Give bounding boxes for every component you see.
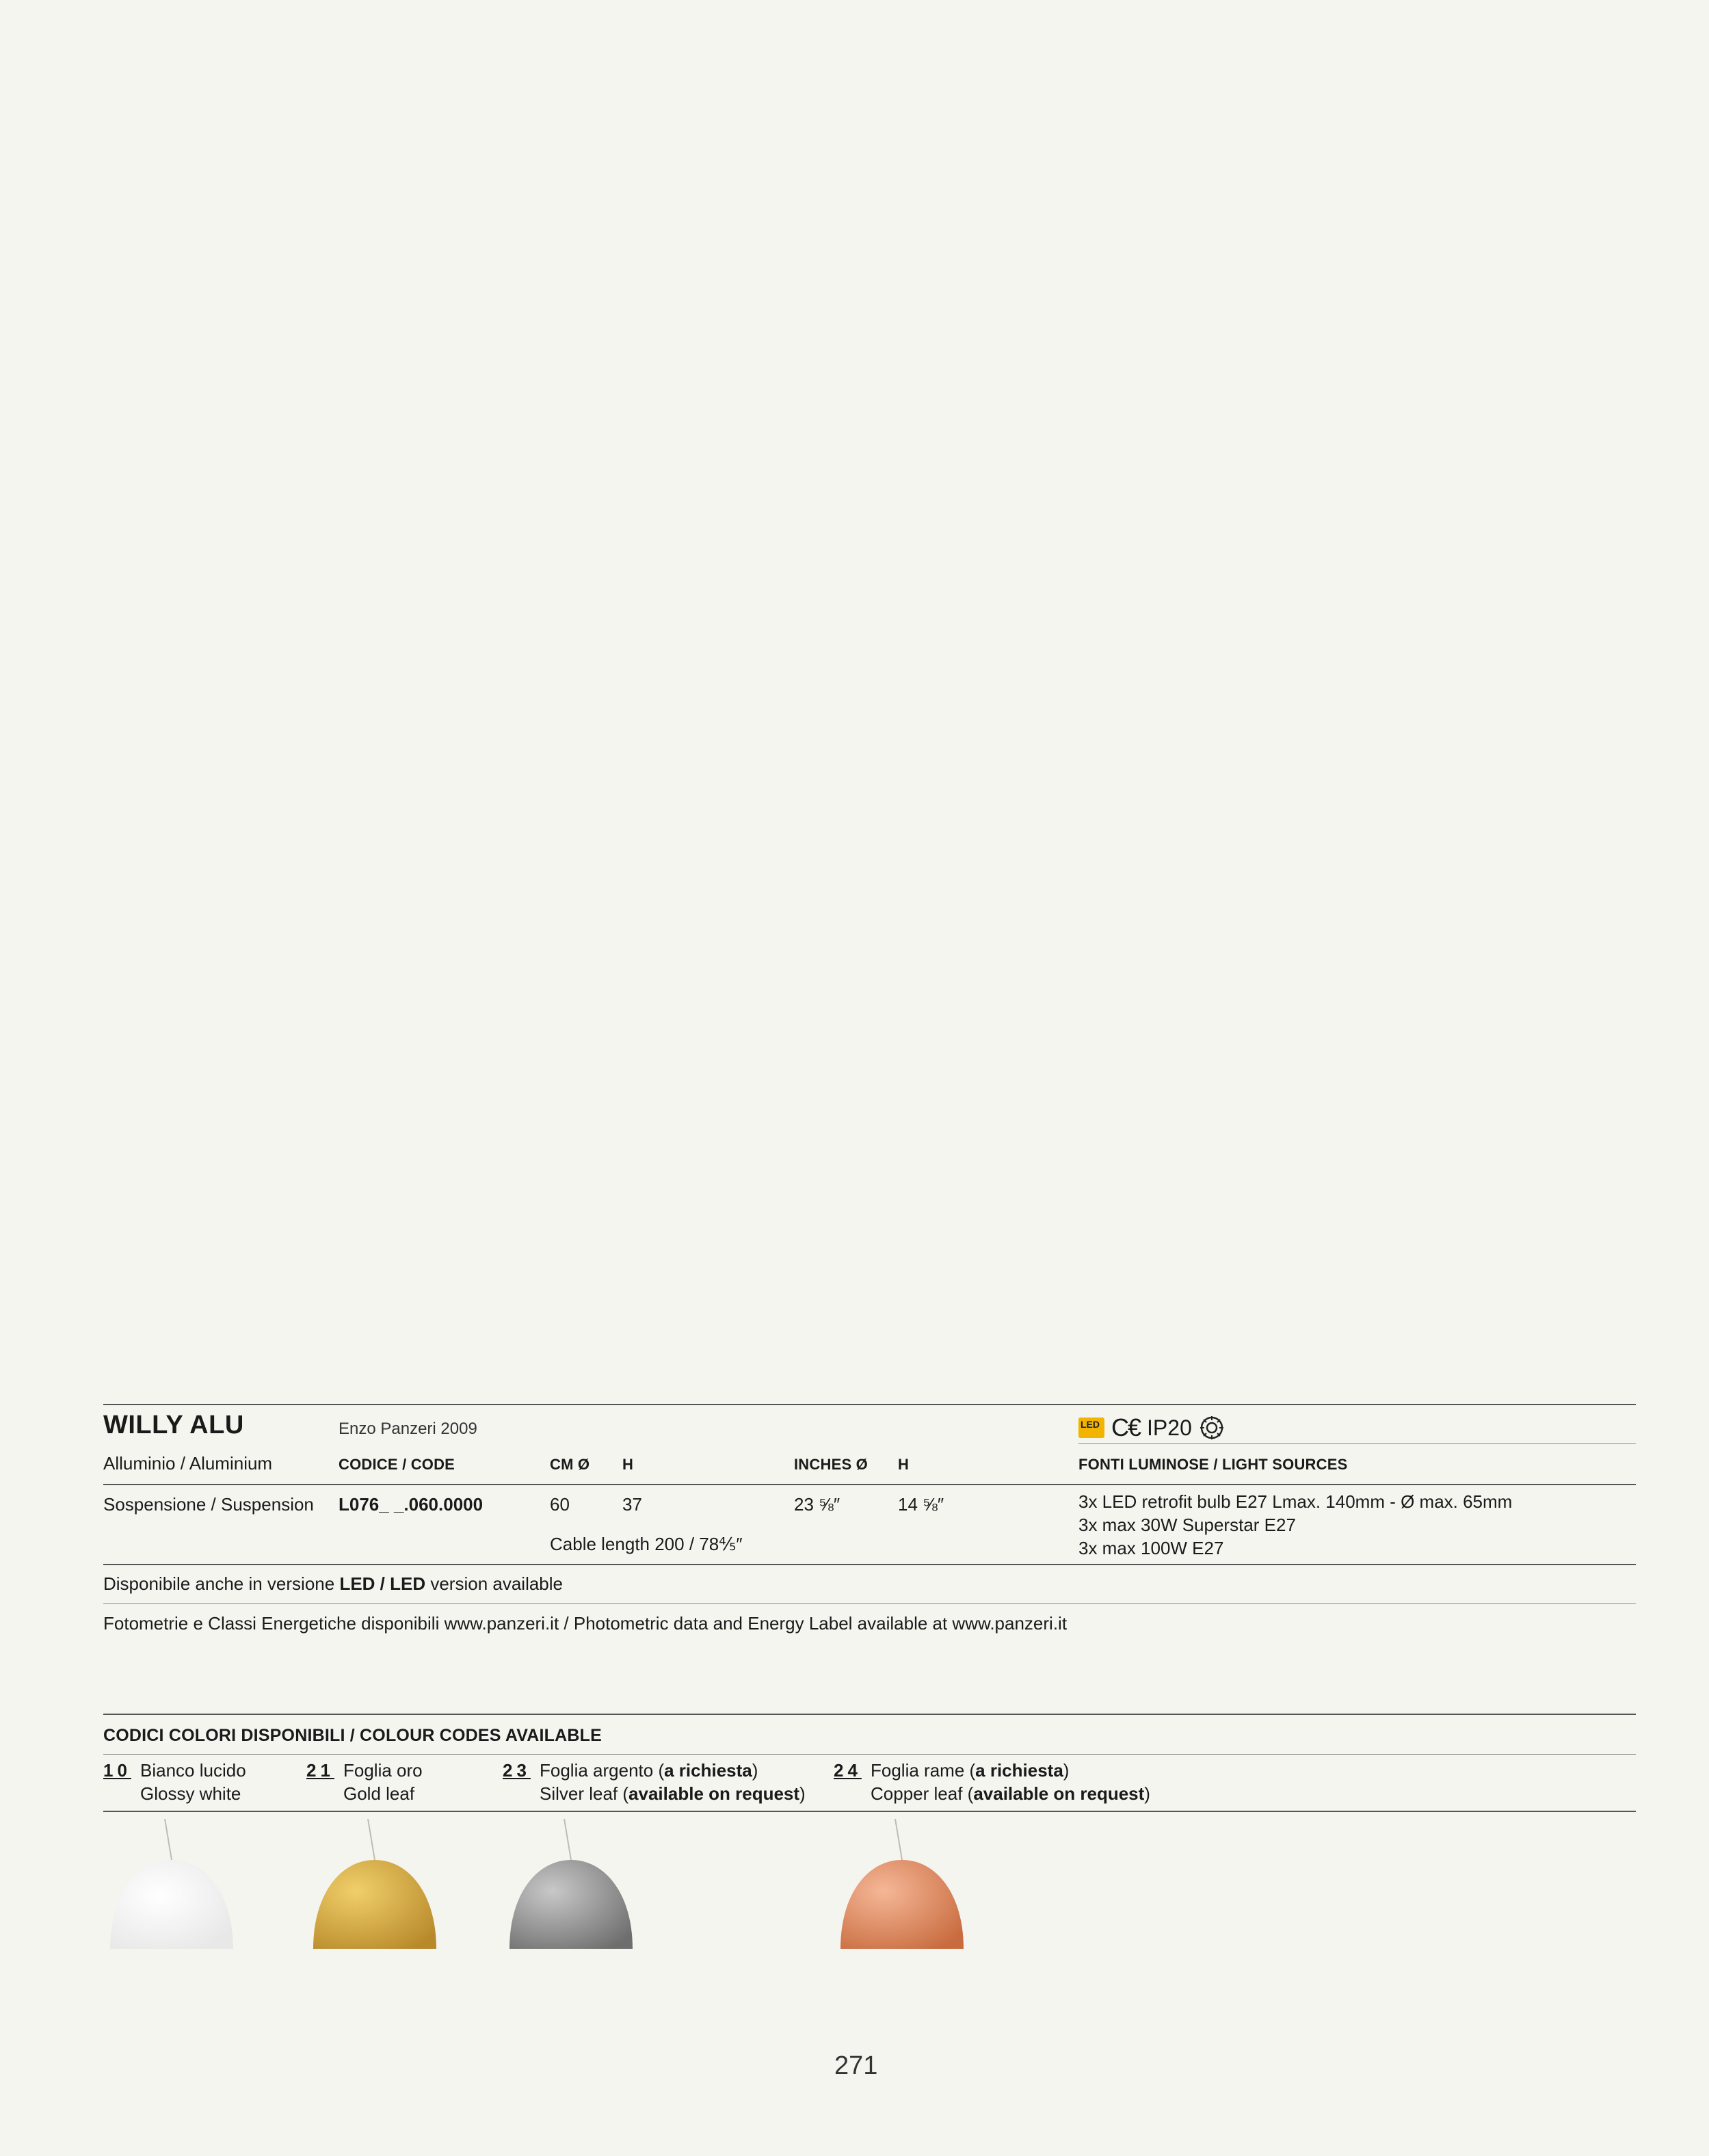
certification-icons <box>1078 1413 1225 1442</box>
product-code: L076_ _.060.0000 <box>339 1494 483 1515</box>
light-source-2: 3x max 30W Superstar E27 <box>1078 1515 1296 1535</box>
led-availability-note: Disponibile anche in versione LED / LED version available <box>103 1573 563 1594</box>
cm-diameter-header: CM Ø <box>550 1456 590 1473</box>
colours-top-rule <box>103 1714 1636 1715</box>
led-icon: LED <box>1078 1418 1104 1438</box>
inches-height-header: H <box>898 1456 910 1473</box>
lamp-silver-leaf <box>503 1819 639 1956</box>
light-sources-header: FONTI LUMINOSE / LIGHT SOURCES <box>1078 1456 1348 1473</box>
colour-code: 10 <box>103 1760 131 1781</box>
sources-divider <box>1078 1443 1636 1444</box>
colour-item-10: 10 Bianco lucido Glossy white <box>103 1760 246 1804</box>
inches-height: 14 ⅝″ <box>898 1494 944 1515</box>
header-rule <box>103 1484 1636 1485</box>
lamp-copper-leaf <box>834 1819 970 1956</box>
photometric-note: Fotometrie e Classi Energetiche disponibili www.panzeri.it / Photometric data and Energy Label available at www.panzeri.it <box>103 1613 1068 1634</box>
product-title: WILLY ALU <box>103 1411 244 1439</box>
product-type: Sospensione / Suspension <box>103 1494 314 1515</box>
ip-rating: IP20 <box>1147 1415 1192 1440</box>
row-rule <box>103 1564 1636 1565</box>
colour-item-23: 23 Foglia argento (a richiesta) Silver leaf (available on request) <box>503 1760 806 1804</box>
cm-height-header: H <box>622 1456 634 1473</box>
note-rule <box>103 1603 1636 1604</box>
light-source-1: 3x LED retrofit bulb E27 Lmax. 140mm - Ø max. 65mm <box>1078 1491 1513 1512</box>
designer-credit: Enzo Panzeri 2009 <box>339 1420 477 1438</box>
colours-bottom-rule <box>103 1811 1636 1812</box>
cm-height: 37 <box>622 1494 642 1515</box>
colour-code: 21 <box>306 1760 334 1781</box>
colours-header-rule <box>103 1754 1636 1755</box>
colour-item-24: 24 Foglia rame (a richiesta) Copper leaf (available on request) <box>834 1760 1150 1804</box>
cable-length: Cable length 200 / 78⅘″ <box>550 1534 743 1554</box>
colour-code: 23 <box>503 1760 531 1781</box>
light-source-3: 3x max 100W E27 <box>1078 1538 1224 1558</box>
colour-codes-heading: CODICI COLORI DISPONIBILI / COLOUR CODES AVAILABLE <box>103 1726 602 1745</box>
code-header: CODICE / CODE <box>339 1456 455 1473</box>
material-label: Alluminio / Aluminium <box>103 1453 273 1474</box>
top-rule <box>103 1404 1636 1405</box>
lamp-glossy-white <box>103 1819 240 1956</box>
inches-diameter-header: INCHES Ø <box>794 1456 868 1473</box>
lamp-gold-leaf <box>306 1819 443 1956</box>
ce-mark-icon: C€ <box>1111 1413 1141 1441</box>
inches-diameter: 23 ⅝″ <box>794 1494 840 1515</box>
class-ii-icon <box>1199 1415 1225 1441</box>
colour-item-21: 21 Foglia oro Gold leaf <box>306 1760 423 1804</box>
colour-code: 24 <box>834 1760 862 1781</box>
page-number: 271 <box>834 2051 878 2080</box>
cm-diameter: 60 <box>550 1494 570 1515</box>
